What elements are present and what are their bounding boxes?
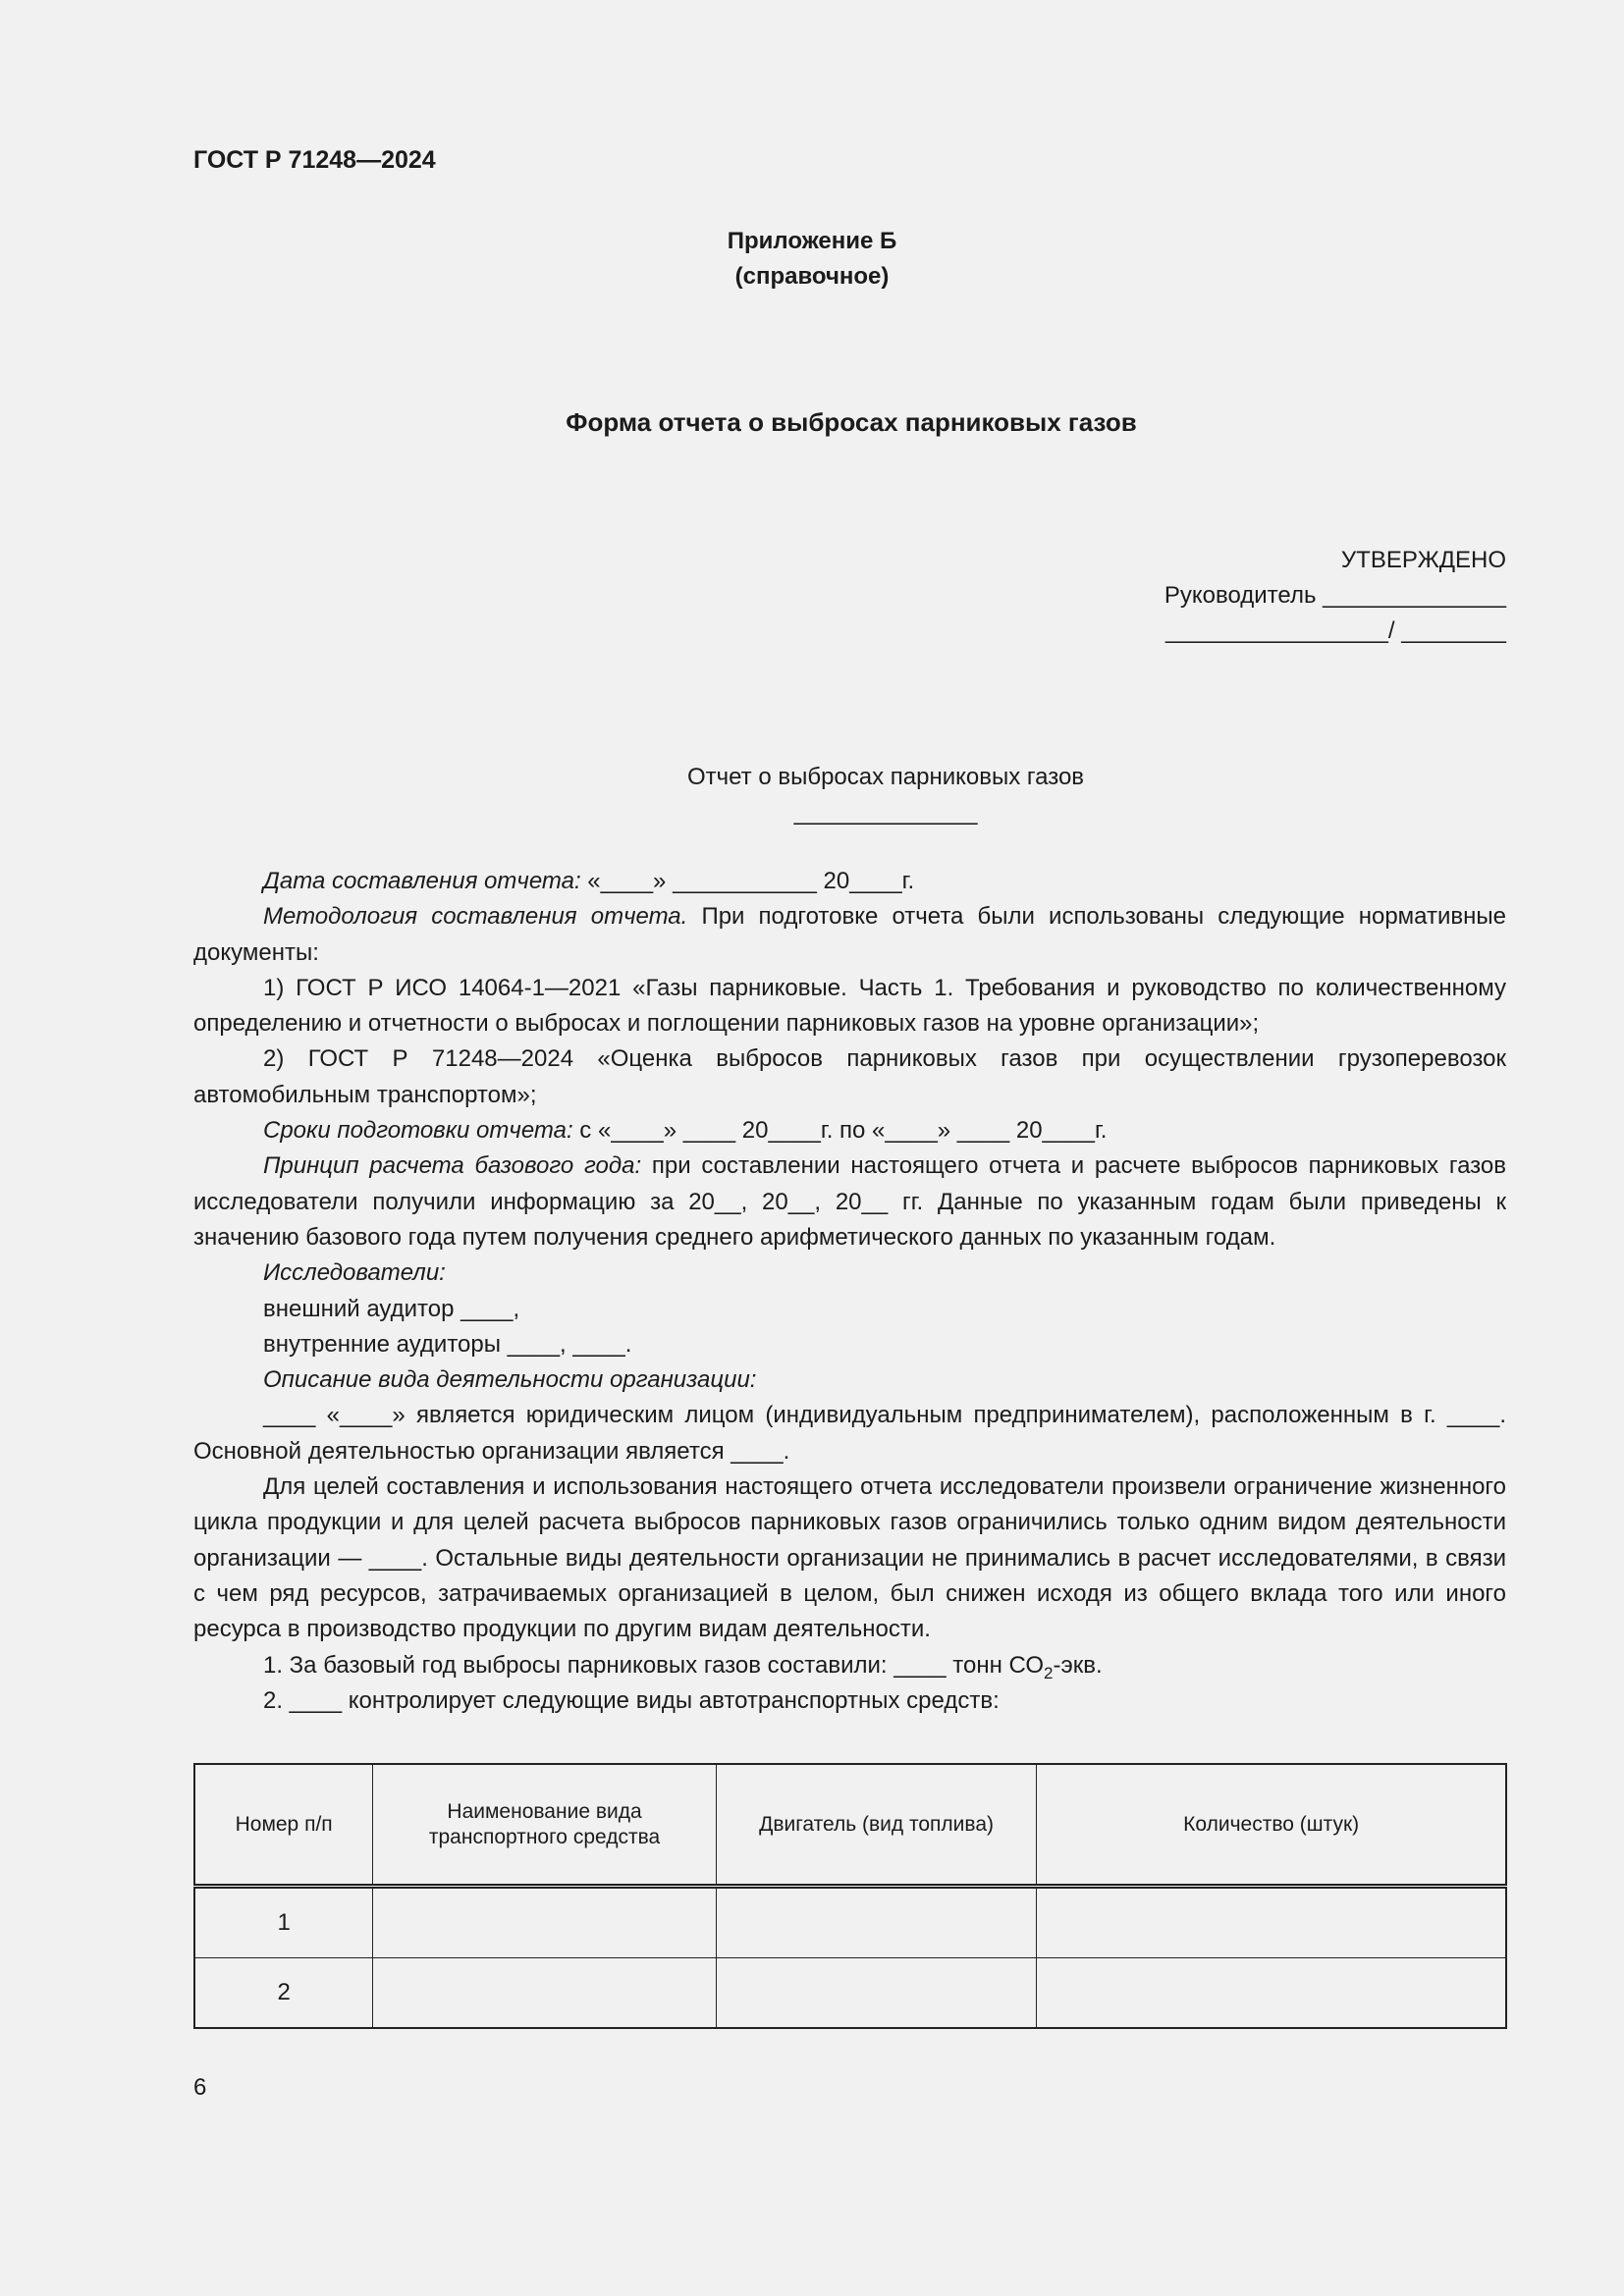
approval-head-line: Руководитель ______________ [1164, 582, 1506, 609]
header-engine: Двигатель (вид топлива) [716, 1764, 1037, 1887]
table-row [194, 1958, 1506, 2029]
annex-heading [0, 224, 1624, 294]
row-number: 2 [194, 1958, 373, 2029]
method-paragraph [193, 899, 1506, 971]
row-quantity [1037, 1887, 1506, 1958]
purpose-text: Для целей составления и использования настоящего отчета исследователи произвели ограничение жизненного цикла продукции и для целей расчета выбросов парниковых газов ограничились только одним видом деятельности организации — ____. Остальные виды деятельности организации не принимались в расчет исследователями, в связи с чем ряд ресурсов, затрачиваемых организацией в целом, был снижен исходя из общего вклада того или иного ресурса в производство продукции по другим видам деятельности. [193, 1473, 1506, 1643]
activity-label: Описание вида деятельности организации: [263, 1366, 757, 1394]
vehicle-table [193, 1763, 1507, 2029]
numbered-item-2: 2. ____ контролирует следующие виды автотранспортных средств: [263, 1686, 1000, 1714]
doc-item-1: 1) ГОСТ Р ИСО 14064-1—2021 «Газы парниковые. Часть 1. Требования и руководство по количественному определению и отчетности о выбросах и поглощении парниковых газов на уровне организации»; [193, 974, 1506, 1038]
row-vehicle-type [373, 1887, 717, 1958]
approval-block [1113, 543, 1506, 649]
date-value: «____» ___________ 20____г. [580, 868, 915, 894]
annex-type: (справочное) [734, 263, 890, 290]
external-auditor: внешний аудитор ____, [263, 1295, 520, 1322]
numbered-item-1 [193, 1648, 1506, 1683]
row-engine [716, 1887, 1037, 1958]
header-number: Номер п/п [194, 1764, 373, 1887]
researchers-label: Исследователи: [263, 1259, 446, 1287]
method-label: Методология составления отчета. [263, 903, 688, 931]
form-title: Форма отчета о выбросах парниковых газов [566, 407, 1137, 437]
date-paragraph [193, 864, 1506, 899]
internal-auditors: внутренние аудиторы ____, ____. [263, 1330, 632, 1358]
report-title-block [0, 760, 1624, 830]
approval-sign-line: _________________/ ________ [1164, 617, 1506, 644]
base-year-text: при составлении настоящего отчета и расчете выбросов парниковых газов исследователи получили информацию за 20__, 20__, 20__ гг. Данные по указанным годам были приведены к значению базового года путем получения среднего арифметического данных по указанным годам. [193, 1152, 1506, 1251]
standard-code: ГОСТ Р 71248—2024 [193, 146, 436, 174]
row-quantity [1037, 1958, 1506, 2029]
item1-text: 1. За базовый год выбросы парниковых газов составили: ____ тонн СО [263, 1651, 1045, 1679]
report-title: Отчет о выбросах парниковых газов [686, 764, 1085, 790]
terms-paragraph [193, 1113, 1506, 1148]
doc-item-2: 2) ГОСТ Р 71248—2024 «Оценка выбросов парниковых газов при осуществлении грузоперевозок автомобильным транспортом»; [193, 1045, 1506, 1108]
base-year-paragraph [193, 1148, 1506, 1255]
method-text: При подготовке отчета были использованы следующие нормативные документы: [193, 903, 1506, 966]
activity-text: ____ «____» является юридическим лицом (индивидуальным предпринимателем), расположенным в г. ____. Основной деятельностью организации является ____. [193, 1402, 1506, 1465]
approval-label: УТВЕРЖДЕНО [1340, 547, 1506, 573]
row-number: 1 [194, 1887, 373, 1958]
header-vehicle-type: Наименование вида транспортного средства [373, 1764, 717, 1887]
row-vehicle-type [373, 1958, 717, 2029]
table-header-row [194, 1764, 1506, 1887]
row-engine [716, 1958, 1037, 2029]
annex-title: Приложение Б [727, 228, 897, 254]
report-body [193, 864, 1506, 1719]
terms-label: Сроки подготовки отчета: [263, 1117, 573, 1145]
page-number: 6 [193, 2074, 207, 2101]
date-label: Дата составления отчета: [263, 868, 581, 894]
base-year-label: Принцип расчета базового года: [263, 1152, 642, 1180]
item1-subscript: 2 [1044, 1663, 1054, 1682]
report-title-line: ______________ [793, 799, 978, 826]
header-quantity: Количество (штук) [1037, 1764, 1506, 1887]
terms-value: с «____» ____ 20____г. по «____» ____ 20____г. [572, 1117, 1108, 1145]
item1-suffix: -экв. [1053, 1651, 1103, 1679]
table-row [194, 1887, 1506, 1958]
